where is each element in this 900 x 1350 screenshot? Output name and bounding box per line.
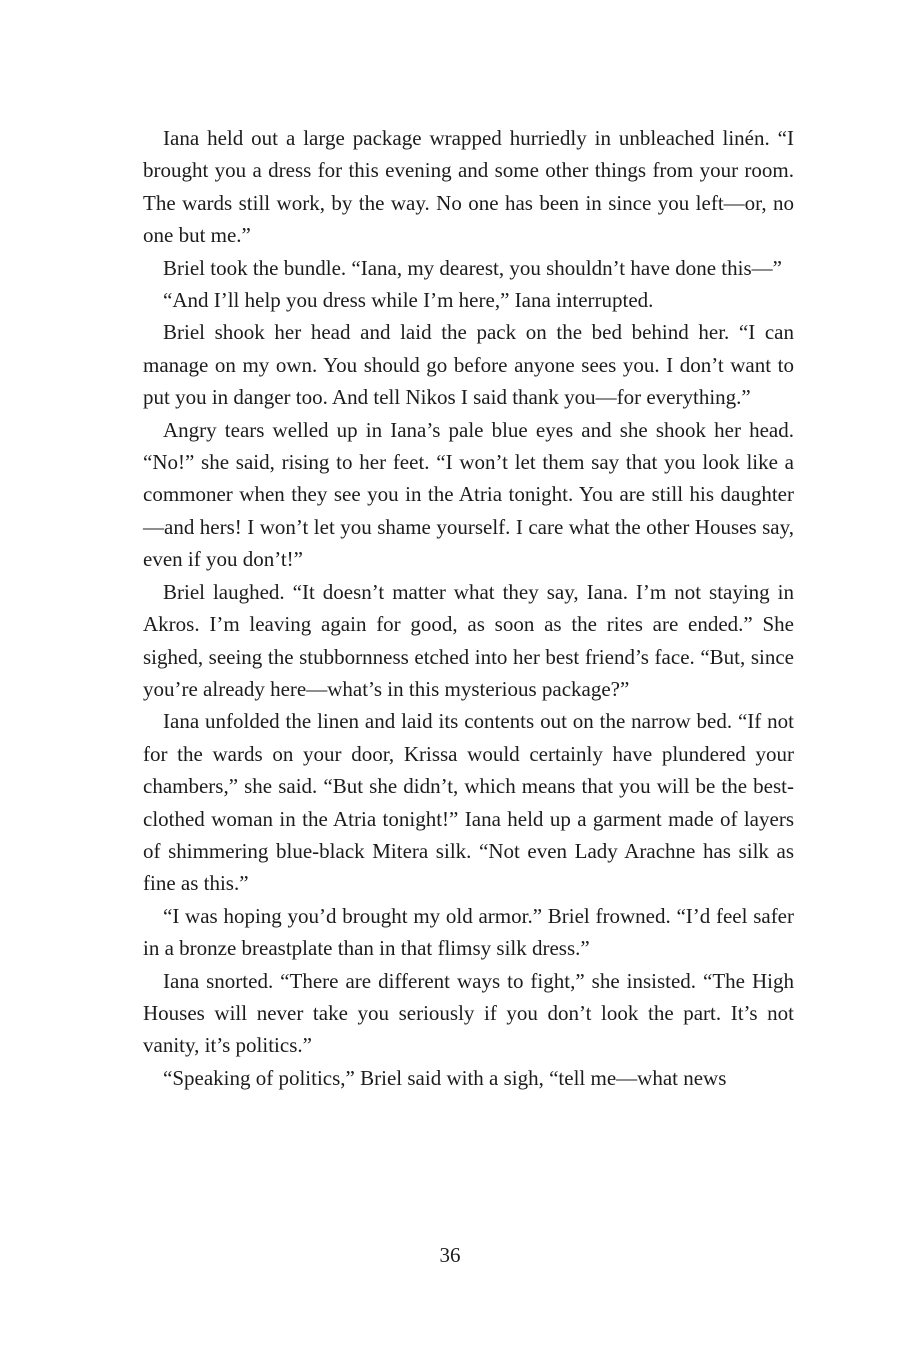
paragraph: Briel shook her head and laid the pack on the bed behind her. “I can manage on my own. You should go before anyone sees you. I don’t want to put you in danger too. And tell Nikos I said thank you—for everything.”	[143, 320, 794, 410]
paragraph: Briel laughed. “It doesn’t matter what they say, Iana. I’m not staying in Akros. I’m leaving again for good, as soon as the rites are ended.” She sighed, seeing the stubbornness etched into her best friend’s face. “But, since you’re already here—what’s in this mysterious package?”	[143, 579, 794, 701]
paragraph: “I was hoping you’d brought my old armor.” Briel frowned. “I’d feel safer in a bronze breastplate than in that flimsy silk dress.”	[143, 903, 794, 961]
paragraph: “Speaking of politics,” Briel said with a sigh, “tell me—what news	[163, 1065, 727, 1090]
body-text	[143, 122, 794, 1094]
page-number: 36	[439, 1243, 461, 1267]
paragraph: Iana held out a large package wrapped hurriedly in unbleached linén. “I brought you a dress for this evening and some other things from your room. The wards still work, by the way. No one has been in since you left—or, no one but me.”	[143, 126, 794, 248]
paragraph: “And I’ll help you dress while I’m here,” Iana interrupted.	[163, 288, 654, 313]
paragraph: Iana unfolded the linen and laid its contents out on the narrow bed. “If not for the wards on your door, Krissa would certainly have plundered your chambers,” she said. “But she didn’t, which means that you will be the best-clothed woman in the Atria tonight!” Iana held up a garment made of layers of shimmering blue-black Mitera silk. “Not even Lady Arachne has silk as fine as this.”	[143, 709, 794, 896]
paragraph: Angry tears welled up in Iana’s pale blue eyes and she shook her head. “No!” she said, rising to her feet. “I won’t let them say that you look like a commoner when they see you in the Atria tonight. You are still his daughter—and hers! I won’t let you shame yourself. I care what the other Houses say, even if you don’t!”	[143, 417, 794, 572]
paragraph: Iana snorted. “There are different ways to fight,” she insisted. “The High Houses will never take you seriously if you don’t look the part. It’s not vanity, it’s politics.”	[143, 968, 794, 1058]
paragraph: Briel took the bundle. “Iana, my dearest, you shouldn’t have done this—”	[163, 255, 782, 280]
